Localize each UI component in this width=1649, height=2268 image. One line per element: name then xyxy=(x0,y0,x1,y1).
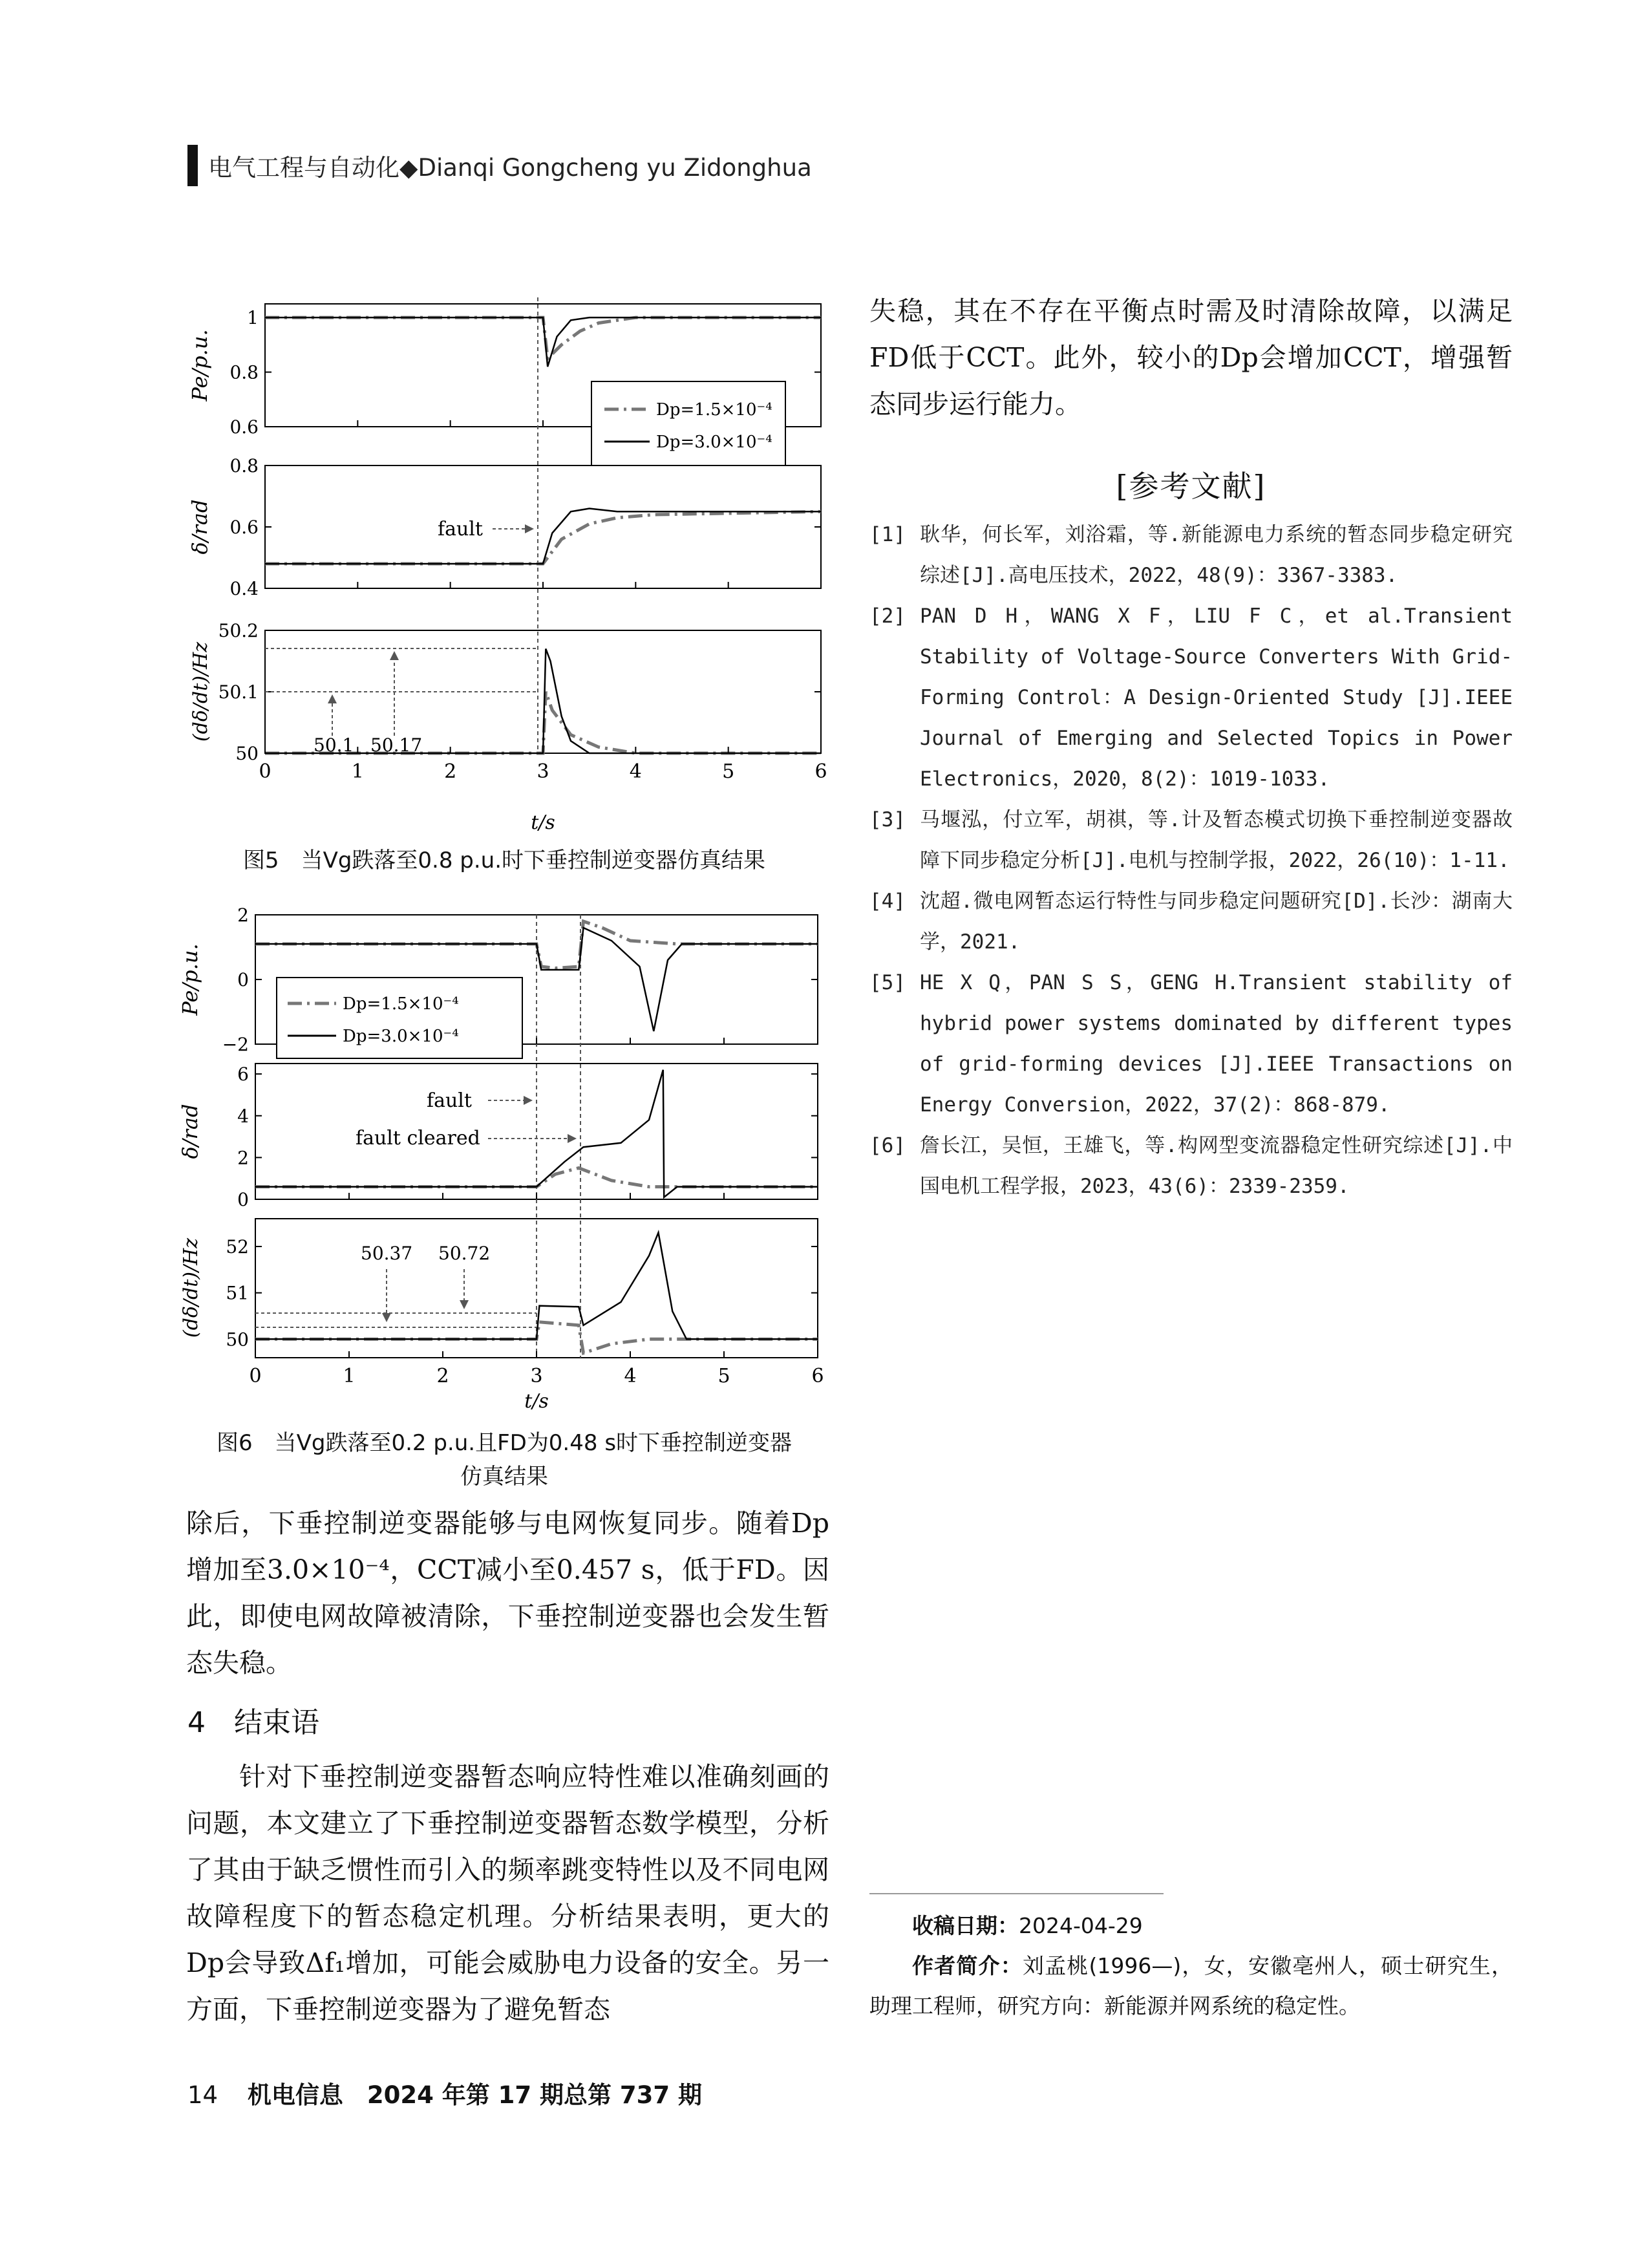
received-value: 2024-04-29 xyxy=(1019,1913,1143,1938)
f6-fault-arrowhead xyxy=(524,1096,533,1105)
author-bio xyxy=(869,1946,1513,2026)
reference-text: PAN D H，WANG X F，LIU F C，et al.Transient Stability of Voltage-Source Converters With Grid-Forming Control：A Design-Oriented Study [J].IEEE Journal of Emerging and Selected Topics in Power Electronics，2020，8(2)：1019-1033. xyxy=(920,604,1513,791)
f5-annot-50-1: 50.1 xyxy=(314,734,354,756)
y-tick-label: 2 xyxy=(237,904,249,926)
figure6-caption xyxy=(175,1426,834,1493)
reference-text: HE X Q，PAN S S，GENG H.Transient stability of hybrid power systems dominated by different types of grid-forming devices [J].IEEE Transactions on Energy Conversion，2022，37(2)：868-879. xyxy=(920,971,1513,1117)
x-tick-label: 4 xyxy=(624,1365,637,1387)
y-tick-label: 0.6 xyxy=(229,517,259,538)
f6-ylabel-d: δ/rad xyxy=(178,1104,202,1159)
x-tick-label: 0 xyxy=(249,1365,262,1387)
reference-number: [6] xyxy=(869,1134,906,1157)
x-tick-label: 1 xyxy=(343,1365,356,1387)
figure6-caption-line2: 仿真结果 xyxy=(460,1464,548,1490)
y-tick-label: 6 xyxy=(237,1064,249,1086)
series-line-dp-3-0 xyxy=(265,317,821,367)
x-tick-label: 4 xyxy=(629,760,642,783)
section-4-title: 4 结束语 xyxy=(187,1706,319,1739)
f6-annot-50-37: 50.37 xyxy=(361,1243,413,1264)
reference-number: [4] xyxy=(869,890,906,913)
reference-number: [5] xyxy=(869,971,906,994)
f5-xlabel: t/s xyxy=(531,811,555,834)
author-label: 作者简介： xyxy=(912,1953,1023,1978)
references-list xyxy=(869,515,1513,1207)
y-tick-label: 50.1 xyxy=(218,681,259,703)
f6-fault-label: fault xyxy=(427,1089,472,1112)
f6-annot-50-72: 50.72 xyxy=(438,1243,491,1264)
y-tick-label: 0 xyxy=(237,1189,249,1210)
y-tick-label: 0.6 xyxy=(229,416,259,438)
x-tick-label: 1 xyxy=(351,760,364,783)
y-tick-label: 2 xyxy=(237,1147,249,1169)
f5-panel-d-frame xyxy=(265,465,821,588)
f5-ylabel-p: Pe/p.u. xyxy=(187,329,212,401)
series-line-dp-1-5 xyxy=(255,1168,818,1187)
f5-arrow1-head xyxy=(328,694,337,703)
reference-text: 马堰泓，付立军，胡祺，等.计及暂态模式切换下垂控制逆变器故障下同步稳定分析[J].电机与控制学报，2022，26(10)：1-11. xyxy=(920,808,1513,872)
x-tick-label: 6 xyxy=(814,760,827,783)
reference-item xyxy=(869,596,1513,800)
f6-arrow2-head xyxy=(460,1300,469,1309)
y-tick-label: 52 xyxy=(226,1236,249,1257)
left-paragraph-2 xyxy=(186,1753,829,2033)
page-number: 14 xyxy=(187,2081,218,2109)
f6-fault-cleared-label: fault cleared xyxy=(356,1127,480,1150)
y-tick-label: 0.4 xyxy=(229,578,259,599)
f6-legend-label-1: Dp=1.5×10⁻⁴ xyxy=(343,994,459,1014)
f6-ylabel-f: (dδ/dt)/Hz xyxy=(180,1237,202,1338)
f5-ticks xyxy=(218,307,827,783)
x-tick-label: 3 xyxy=(530,1365,543,1387)
f6-cleared-arrowhead xyxy=(568,1134,577,1143)
journal-info: 机电信息 2024 年第 17 期总第 737 期 xyxy=(247,2081,702,2109)
f5-ylabel-d: δ/rad xyxy=(187,499,212,555)
f5-annot-50-17: 50.17 xyxy=(370,734,423,756)
page-footer xyxy=(187,2075,702,2110)
footnote xyxy=(869,1906,1513,2026)
f5-legend-box xyxy=(591,381,785,465)
running-header xyxy=(187,145,812,186)
reference-number: [3] xyxy=(869,808,906,831)
x-tick-label: 2 xyxy=(436,1365,449,1387)
figure6 xyxy=(162,902,840,1439)
y-tick-label: 4 xyxy=(237,1105,249,1127)
y-tick-label: 1 xyxy=(247,307,259,329)
x-tick-label: 5 xyxy=(718,1365,730,1387)
x-tick-label: 2 xyxy=(444,760,457,783)
header-title: 电气工程与自动化◆Dianqi Gongcheng yu Zidonghua xyxy=(208,154,812,182)
received-label: 收稿日期： xyxy=(912,1913,1019,1938)
f5-legend-label-2: Dp=3.0×10⁻⁴ xyxy=(656,433,772,452)
y-tick-label: 0.8 xyxy=(229,455,259,476)
right-top-paragraph xyxy=(869,288,1513,427)
reference-text: 詹长江，吴恒，王雄飞，等.构网型变流器稳定性研究综述[J].中国电机工程学报，2023，43(6)：2339-2359. xyxy=(920,1134,1513,1198)
f6-ylabel-p: Pe/p.u. xyxy=(178,943,202,1016)
x-tick-label: 3 xyxy=(537,760,549,783)
left-p2-text: 针对下垂控制逆变器暂态响应特性难以准确刻画的问题，本文建立了下垂控制逆变器暂态数学模型，分析了其由于缺乏惯性而引入的频率跳变特性以及不同电网故障程度下的暂态稳定机理。分析结果表明，更大的Dp会导致Δf₁增加，可能会威胁电力设备的安全。另一方面，下垂控制逆变器为了避免暂态 xyxy=(186,1761,829,2025)
author-value: 刘孟桃(1996—)，女，安徽亳州人，硕士研究生，助理工程师，研究方向：新能源并网系统的稳定性。 xyxy=(869,1953,1513,2018)
y-tick-label: −2 xyxy=(222,1034,249,1055)
y-tick-label: 50 xyxy=(235,743,259,764)
reference-number: [1] xyxy=(869,523,906,546)
reference-number: [2] xyxy=(869,604,906,628)
reference-item xyxy=(869,963,1513,1126)
figure6-caption-line1: 图6 当Vg跌落至0.2 p.u.且FD为0.48 s时下垂控制逆变器 xyxy=(216,1430,793,1456)
f5-fault-arrowhead xyxy=(525,524,534,533)
reference-text: 沈超.微电网暂态运行特性与同步稳定问题研究[D].长沙：湖南大学，2021. xyxy=(920,890,1513,954)
reference-item xyxy=(869,881,1513,963)
x-tick-label: 5 xyxy=(722,760,735,783)
y-tick-label: 50 xyxy=(226,1329,249,1351)
x-tick-label: 0 xyxy=(259,760,271,783)
footnote-rule xyxy=(869,1893,1164,1894)
y-tick-label: 0 xyxy=(237,969,249,990)
f5-ylabel-f: (dδ/dt)/Hz xyxy=(189,641,212,742)
right-top-text: 失稳，其在不存在平衡点时需及时清除故障，以满足FD低于CCT。此外，较小的Dp会增加CCT，增强暂态同步运行能力。 xyxy=(869,295,1513,420)
reference-item xyxy=(869,800,1513,881)
series-line-dp-3-0 xyxy=(265,509,821,564)
f6-xlabel: t/s xyxy=(524,1390,549,1413)
f6-legend-box xyxy=(277,978,522,1058)
y-tick-label: 51 xyxy=(226,1282,249,1304)
header-bar xyxy=(187,145,198,186)
f5-arrow2-head xyxy=(390,651,399,660)
reference-item xyxy=(869,1126,1513,1207)
references-title: [参考文献] xyxy=(1116,469,1266,504)
figure5 xyxy=(168,284,840,853)
reference-text: 耿华，何长军，刘浴霜，等.新能源电力系统的暂态同步稳定研究综述[J].高电压技术，2022，48(9)：3367-3383. xyxy=(920,523,1513,587)
received-date xyxy=(869,1906,1513,1946)
f6-arrow1-head xyxy=(382,1313,391,1322)
f5-legend-label-1: Dp=1.5×10⁻⁴ xyxy=(656,400,772,420)
y-tick-label: 0.8 xyxy=(229,361,259,383)
f5-fault-label: fault xyxy=(438,518,483,540)
y-tick-label: 50.2 xyxy=(218,620,259,641)
left-p1-text: 除后，下垂控制逆变器能够与电网恢复同步。随着Dp增加至3.0×10⁻⁴，CCT减小至0.457 s，低于FD。因此，即使电网故障被清除，下垂控制逆变器也会发生暂态失稳。 xyxy=(186,1508,829,1678)
x-tick-label: 6 xyxy=(811,1365,824,1387)
figure5-caption: 图5 当Vg跌落至0.8 p.u.时下垂控制逆变器仿真结果 xyxy=(242,848,766,873)
series-line-dp-1-5 xyxy=(265,511,821,564)
reference-item xyxy=(869,515,1513,596)
left-paragraph-1 xyxy=(186,1500,829,1686)
f6-legend-label-2: Dp=3.0×10⁻⁴ xyxy=(343,1027,459,1046)
